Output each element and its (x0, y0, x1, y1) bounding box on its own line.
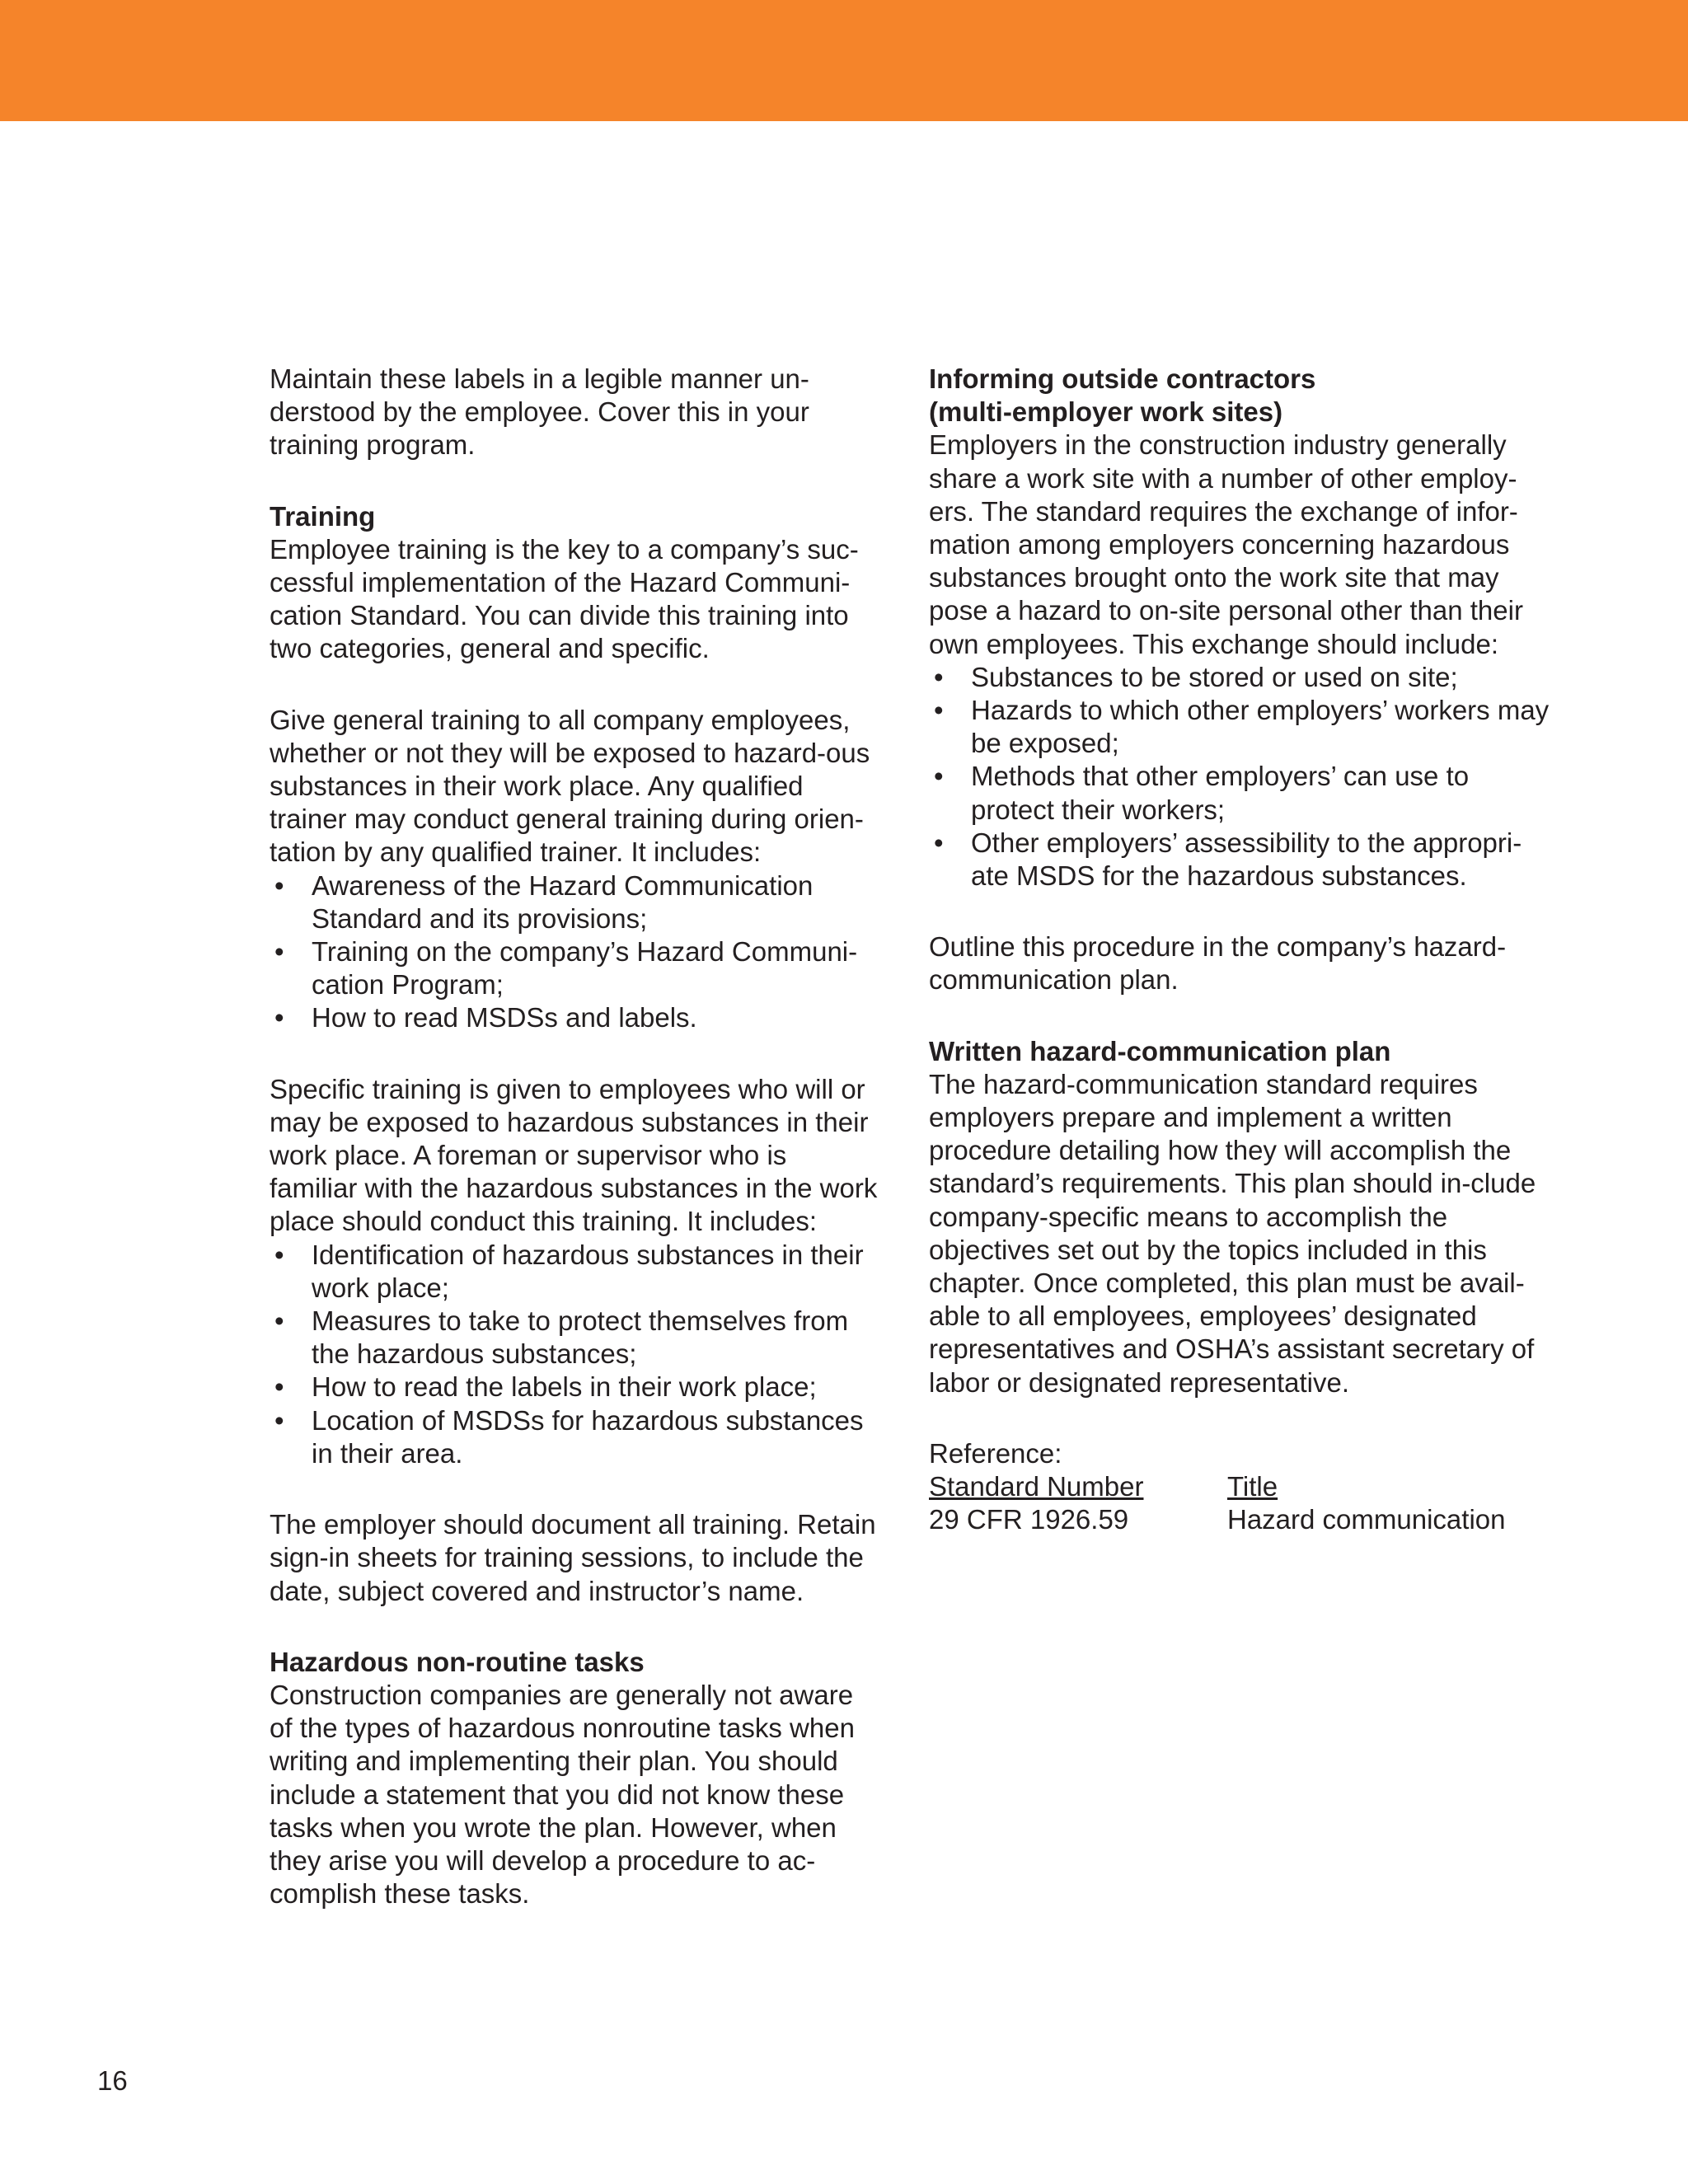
contractors-heading-line-2: (multi-employer work sites) (929, 396, 1283, 428)
header-color-band (0, 0, 1688, 121)
nonroutine-heading: Hazardous non-routine tasks (270, 1646, 645, 1677)
title-cell: Hazard communication (1227, 1504, 1506, 1535)
list-item: • Methods that other employers’ can use to protect their workers; (934, 761, 1470, 825)
page-number: 16 (97, 2065, 128, 2096)
contractors-list (929, 661, 1555, 893)
right-column (929, 363, 1555, 1537)
training-paragraph-4: The employer should document all training. Retain sign-in sheets for training sessions, to include the date, subject covered and instructor’s name. (270, 1509, 876, 1606)
list-item: • Measures to take to protect themselves from the hazardous substances; (274, 1305, 849, 1370)
training-paragraph-1: Employee training is the key to a company’s suc-cessful implementation of the Hazard Communi-cation Standard. You can divide this training into two categories, general and specific. (270, 533, 859, 664)
list-item: • Identification of hazardous substances in their work place; (274, 1239, 864, 1303)
reference-label: Reference: (929, 1437, 1062, 1469)
specific-training-list (270, 1239, 879, 1470)
contractors-paragraph-2: Outline this procedure in the company’s hazard-communication plan. (929, 931, 1507, 996)
standard-number-cell: 29 CFR 1926.59 (929, 1504, 1129, 1535)
list-item: • Location of MSDSs for hazardous substances in their area. (274, 1404, 864, 1469)
training-paragraph-2: Give general training to all company employees, whether or not they will be exposed to hazard-ous substances in their work place. Any qualified trainer may conduct general training during orien-tation by any qualified trainer. It includes: (270, 704, 870, 868)
written-plan-heading: Written hazard-communication plan (929, 1035, 1391, 1066)
training-paragraph-3: Specific training is given to employees who will or may be exposed to hazardous substances in their work place. A foreman or supervisor who is familiar with the hazardous substances in the work place should conduct this training. It includes: (270, 1073, 878, 1237)
contractors-heading-line-1: Informing outside contractors (929, 363, 1316, 394)
list-item: • Hazards to which other employers’ workers may be exposed; (934, 695, 1550, 759)
list-item: • How to read the labels in their work place; (274, 1371, 817, 1403)
list-item: • Other employers’ assessibility to the appropri-ate MSDS for the hazardous substances. (934, 827, 1522, 892)
list-item: • Substances to be stored or used on site; (934, 661, 1458, 692)
list-item: • Awareness of the Hazard Communication Standard and its provisions; (274, 869, 814, 934)
written-plan-paragraph: The hazard-communication standard requires employers prepare and implement a written procedure detailing how they will accomplish the standard’s requirements. This plan should in-clude company-specific means to accomplish the objectives set out by the topics included in this chapter. Once completed, this plan must be avail-able to all employees, employees’ designated representatives and OSHA’s assistant secretary of labor or designated representative. (929, 1068, 1536, 1398)
standard-number-header: Standard Number (929, 1471, 1144, 1502)
table-row (929, 1503, 1505, 1536)
reference-table (929, 1470, 1505, 1536)
list-item: • How to read MSDSs and labels. (274, 1002, 697, 1033)
nonroutine-paragraph: Construction companies are generally not aware of the types of hazardous nonroutine tasks when writing and implementing their plan. You should include a statement that you did not know these tasks when you wrote the plan. However, when they arise you will develop a procedure to ac-complish these tasks. (270, 1679, 855, 1910)
left-column (270, 363, 879, 1910)
table-header-row (929, 1470, 1505, 1503)
general-training-list (270, 869, 879, 1035)
contractors-paragraph-1: Employers in the construction industry generally share a work site with a number of other employ-ers. The standard requires the exchange of infor-mation among employers concerning hazardous substances brought onto the work site that may pose a hazard to on-site personal other than their own employees. This exchange should include: (929, 429, 1523, 659)
training-heading: Training (270, 500, 376, 532)
list-item: • Training on the company’s Hazard Communi-cation Program; (274, 936, 858, 1001)
title-header: Title (1227, 1471, 1278, 1502)
intro-paragraph: Maintain these labels in a legible manner un-derstood by the employee. Cover this in your training program. (270, 363, 809, 461)
